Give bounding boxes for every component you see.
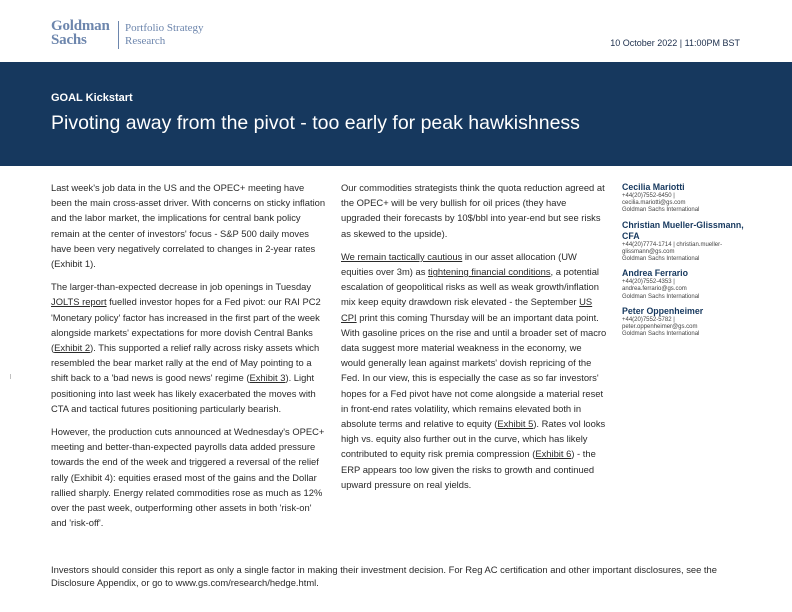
exhibit-6-link[interactable]: Exhibit 6	[535, 448, 572, 460]
report-date: 10 October 2022 | 11:00PM BST	[610, 38, 740, 48]
author-name: Cecilia Mariotti	[622, 182, 685, 192]
division-line-2: Research	[125, 35, 166, 47]
paragraph-2-text-a: The larger-than-expected decrease in job openings in Tuesday	[51, 281, 312, 293]
paragraph-2-text-c: ). This supported a relief rally across risky assets which resembled the bear market rally at the end of May pointing to a shift back to a 'bad news is good news' regime (	[51, 342, 320, 384]
author-org: Goldman Sachs International	[622, 207, 700, 214]
paragraph-5	[341, 249, 607, 492]
tactically-cautious-link[interactable]: We remain tactically cautious	[341, 250, 463, 262]
report-header	[0, 0, 792, 62]
paragraph-1: Last week's job data in the US and the OPEC+ meeting have been the main cross-asset driver. With concerns on sticky inflation and the labor market, the implications for central bank policy remain at the center of investors' focus - S&P 500 daily moves have been very negatively correlated to changes in 2-year rates (Exhibit 1).	[51, 182, 326, 270]
paragraph-4: Our commodities strategists think the quota reduction agreed at the OPEC+ will be very bullish for oil prices (they have upgraded their forecasts by 10$/bbl into year-end but see risks as skewed to the upside).	[341, 182, 605, 239]
us-cpi-link[interactable]: US CPI	[341, 296, 593, 323]
logo-divider	[118, 21, 119, 49]
margin-mark	[10, 374, 11, 379]
exhibit-5-link[interactable]: Exhibit 5	[497, 418, 534, 430]
body-column-1	[51, 180, 327, 538]
exhibit-3-link[interactable]: Exhibit 3	[249, 372, 286, 384]
author-org: Goldman Sachs International	[622, 331, 700, 338]
paragraph-5-text-c: print this coming Thursday will be an important data point. With gasoline prices on the rise and until a broader set of macro data suggest more material weakness in the economy, we would generally lean against markets' dovish repricing of the Fed. In our view, this is especially the case as so far investors' hopes for a Fed pivot have not come alongside a material reset in front-end rates volatility, which remains elevated both in absolute terms and relative to equity (	[341, 311, 607, 430]
author-card	[622, 268, 757, 301]
financial-conditions-link[interactable]: tightening financial conditions	[428, 266, 551, 278]
disclaimer: Investors should consider this report as only a single factor in making their investment decision. For Reg AC certification and other important disclosures, see the Disclosure Appendix, or go to www.gs.com/research/hedge.html.	[51, 564, 717, 588]
logo-line-1: Goldman	[51, 18, 110, 34]
paragraph-3: However, the production cuts announced at Wednesday's OPEC+ meeting and better-than-expected payrolls data added pressure towards the end of the week and triggered a reversal of the relief rally (Exhibit 4): equities erased most of the gains and the Dollar rallied sharply. Energy related commodities rose as much as 12% over the past week, outperforming other assets in both 'risk-on' and 'risk-off'.	[51, 426, 325, 529]
author-org: Goldman Sachs International	[622, 256, 700, 263]
author-card	[622, 306, 757, 339]
paragraph-5-text-b: , a potential escalation of geopolitical risks as well as weak growth/inflation mix keep equity drawdown risk elevated - the September	[341, 266, 599, 308]
paragraph-5-text-e: ) - the ERP appears too low given the risks to growth and continued upward pressure on real yields.	[341, 448, 596, 490]
title-banner	[0, 62, 792, 166]
division-line-1: Portfolio Strategy	[125, 22, 204, 34]
body-column-2	[341, 180, 607, 500]
author-name: Peter Oppenheimer	[622, 305, 704, 316]
author-phone: +44(20)7552-4353 |	[622, 279, 675, 286]
author-phone: +44(20)7774-1714 | christian.mueller-	[622, 241, 723, 248]
paragraph-2	[51, 279, 327, 416]
paragraph-2-text-b: fuelled investor hopes for a Fed pivot: our RAI PC2 'Monetary policy' factor has increased in the first part of the week alongside markets' expectations for more dovish Central Banks (	[51, 296, 321, 354]
author-email[interactable]: peter.oppenheimer@gs.com	[622, 324, 698, 331]
author-org: Goldman Sachs International	[622, 293, 700, 300]
author-card	[622, 220, 757, 264]
series-name: GOAL Kickstart	[51, 92, 133, 104]
author-name: Christian Mueller-Glissmann, CFA	[622, 219, 744, 241]
report-title: Pivoting away from the pivot - too early for peak hawkishness	[51, 112, 580, 134]
paragraph-2-text-d: ). Light positioning into last week has likely exacerbated the moves with CTA and tactical futures positioning particularly bearish.	[51, 372, 316, 414]
goldman-sachs-logo	[51, 19, 115, 47]
paragraph-5-text-d: ). Rates vol looks high vs. equity also further out in the curve, which has likely contributed to equity risk premia compression (	[341, 418, 606, 460]
jolts-report-link[interactable]: JOLTS report	[51, 296, 107, 308]
author-card	[622, 182, 757, 215]
author-phone: +44(20)7552-6450 |	[622, 193, 675, 199]
exhibit-2-link[interactable]: Exhibit 2	[54, 342, 91, 354]
paragraph-5-text-a: in our asset allocation (UW equities over 3m) as	[341, 250, 577, 278]
author-name: Andrea Ferrario	[622, 268, 688, 279]
author-email[interactable]: glissmann@gs.com	[622, 248, 675, 255]
division-label	[125, 22, 204, 48]
author-email[interactable]: cecilia.mariotti@gs.com	[622, 200, 686, 207]
author-phone: +44(20)7552-5782 |	[622, 316, 675, 323]
logo-line-2: Sachs	[51, 32, 87, 48]
author-email[interactable]: andrea.ferrario@gs.com	[622, 286, 687, 293]
author-list	[622, 182, 757, 343]
